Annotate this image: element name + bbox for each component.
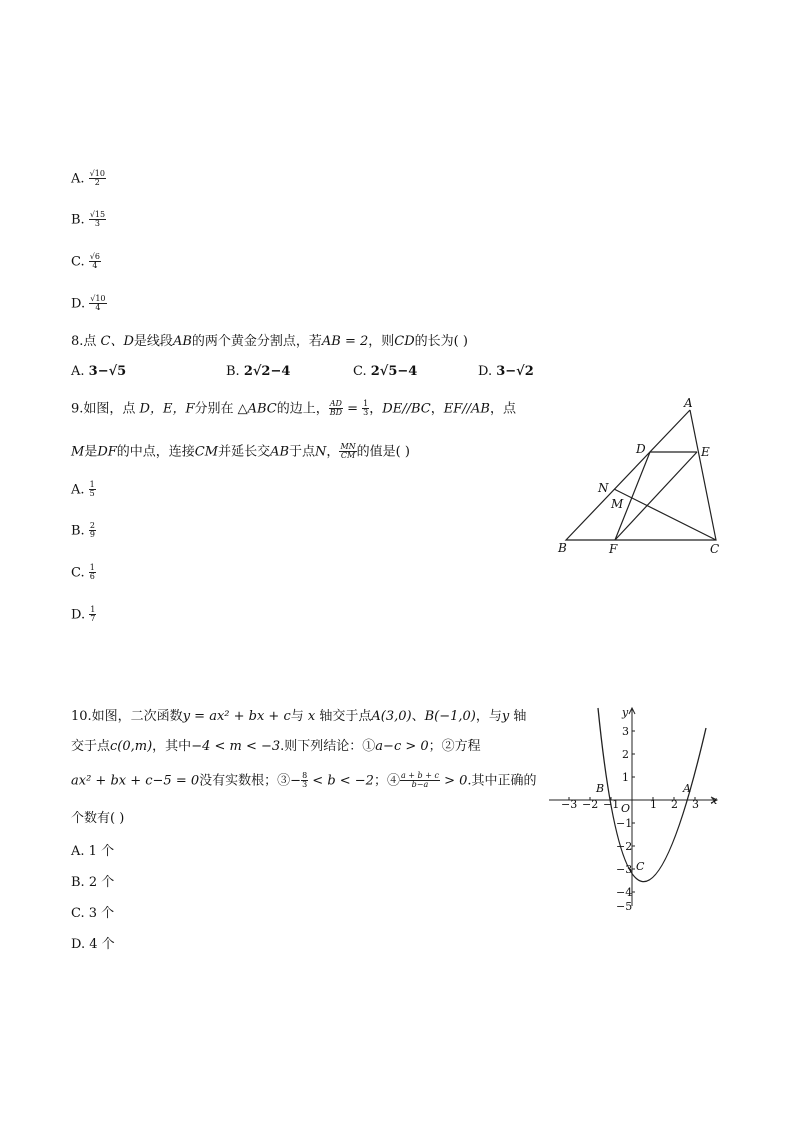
x-tick: 2 [671,798,678,811]
q7-option-c[interactable]: C. $\frac{√6}{4}$ [71,252,100,271]
fraction: $\frac{√10}{4}$ [90,294,106,313]
origin-label: O [621,802,631,815]
q9-stem-line2: M是DF的中点，连接CM并延长交AB于点N， $\frac{MN}{CM}$ 的值是( ) [71,442,410,461]
y-tick: −4 [616,886,633,899]
x-tick: 1 [650,798,657,811]
fraction: $\frac{√15}{3}$ [89,210,106,229]
label-b: B [558,541,567,555]
point-b-label: B [596,782,605,795]
q8-option-c[interactable]: C. 2√5−4 [353,364,418,379]
q10-stem-line2: 交于点c(0,m)，其中−4 < m < −3.则下列结论：①a−c > 0；②方程 [71,739,481,754]
q9-stem-line1: 9.如图，点 D，E，F分别在 △ABC的边上， $\frac{AD}{BD}$ = $\frac{1}{3}$ ，DE//BC，EF//AB，点 [71,399,516,418]
fraction: $\frac{2}{9}$ [89,521,95,540]
label-m: M [611,497,624,511]
q8-option-d[interactable]: D. 3−√2 [478,364,534,379]
label-a: A [684,396,693,410]
fraction: $\frac{√10}{2}$ [89,169,105,188]
q9-option-a[interactable]: A. $\frac{1}{5}$ [71,480,95,499]
q9-option-b[interactable]: B. $\frac{2}{9}$ [71,521,95,540]
q9-option-c[interactable]: C. $\frac{1}{6}$ [71,563,95,582]
q10-parabola-graph [545,700,725,915]
q7-option-b[interactable]: B. $\frac{√15}{3}$ [71,210,106,229]
label-d: D [636,442,646,456]
point-c-label: C [636,860,645,873]
x-tick: 3 [692,798,699,811]
q10-stem-line3: ax² + bx + c−5 = 0没有实数根；③− $\frac{8}{3}$ < b < −2；④ $\frac{a + b + c}{b-a}$ > 0.其中正确的 [71,771,537,790]
q10-stem-line1: 10.如图，二次函数y = ax² + bx + c与 x 轴交于点A(3,0)、B(−1,0)，与y 轴 [71,709,527,724]
y-axis-label: y [622,706,629,719]
x-tick: −1 [603,798,620,811]
x-axis-label: x [711,794,718,807]
fraction: $\frac{MN}{CM}$ [340,442,356,461]
fraction: $\frac{8}{3}$ [302,771,308,790]
label-e: E [701,445,710,459]
fraction: $\frac{AD}{BD}$ [329,399,343,418]
fraction: $\frac{1}{5}$ [89,480,95,499]
q7-option-a[interactable]: A. $\frac{√10}{2}$ [71,169,105,188]
q8-stem: 8.点 C、D是线段AB的两个黄金分割点，若AB = 2，则CD的长为( ) [71,334,468,349]
q9-triangle-figure [550,395,730,560]
segment-df [615,452,650,540]
segment-cn [614,489,716,540]
label-f: F [609,542,618,556]
label-n: N [598,481,609,495]
q7-option-d[interactable]: D. $\frac{√10}{4}$ [71,294,106,313]
q10-option-a[interactable]: A. 1 个 [71,844,115,859]
q10-option-d[interactable]: D. 4 个 [71,937,115,952]
fraction: $\frac{√6}{4}$ [89,252,100,271]
q10-stem-line4: 个数有( ) [71,811,125,826]
q9-option-d[interactable]: D. $\frac{1}{7}$ [71,605,96,624]
y-tick: 1 [622,771,629,784]
y-tick: 2 [622,748,629,761]
fraction: $\frac{a + b + c}{b-a}$ [400,771,439,790]
q8-option-a[interactable]: A. 3−√5 [71,364,127,379]
y-tick: −5 [616,900,633,913]
y-tick: 3 [622,725,629,738]
fraction: $\frac{1}{3}$ [363,399,369,418]
y-tick: −2 [616,840,633,853]
q10-option-b[interactable]: B. 2 个 [71,875,115,890]
x-tick: −2 [582,798,599,811]
x-tick: −3 [561,798,578,811]
fraction: $\frac{1}{6}$ [89,563,95,582]
y-tick: −3 [616,863,633,876]
y-tick: −1 [616,817,633,830]
point-a-label: A [683,782,691,795]
q8-option-b[interactable]: B. 2√2−4 [226,364,291,379]
q10-option-c[interactable]: C. 3 个 [71,906,115,921]
fraction: $\frac{1}{7}$ [90,605,96,624]
label-c: C [710,542,720,556]
